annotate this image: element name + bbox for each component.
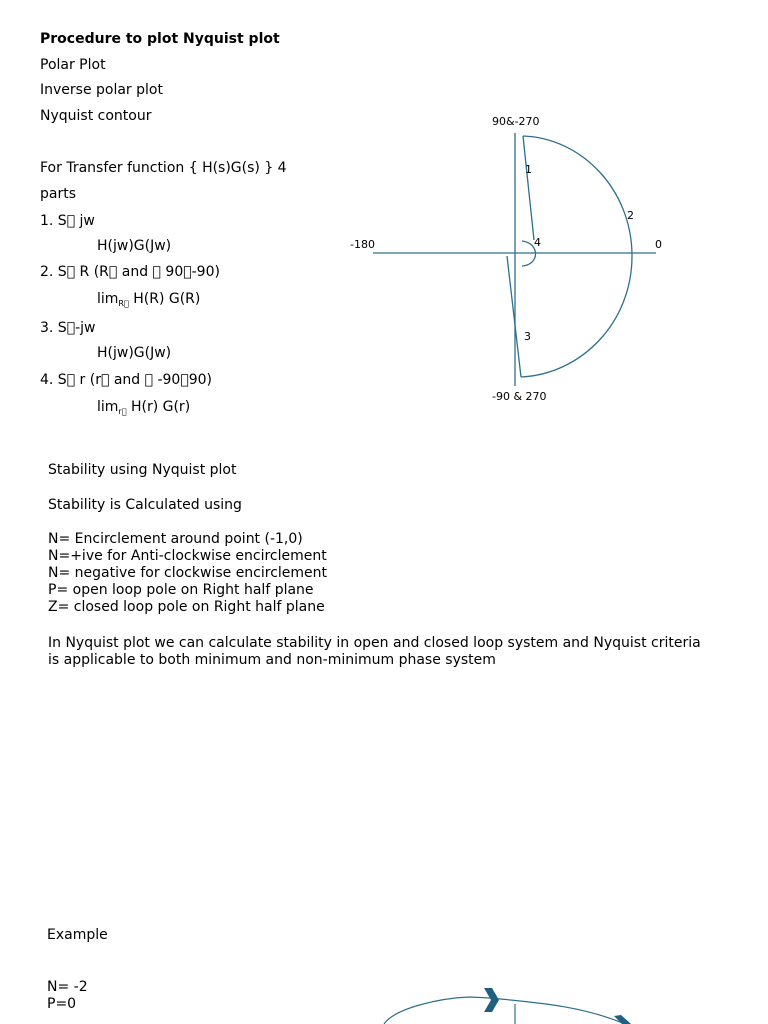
step-2: 2. S  R (R  and   90 -90) xyxy=(40,264,220,280)
example-title: Example xyxy=(47,927,108,943)
example-contour-curve xyxy=(384,997,625,1024)
contour-segment-3 xyxy=(507,256,521,377)
segment-label-1: 1 xyxy=(525,163,532,176)
diagram-label-top: 90&-270 xyxy=(492,115,540,128)
transfer-function-line: For Transfer function { H(s)G(s) } 4 xyxy=(40,160,287,176)
limit-expression: H(R) G(R) xyxy=(128,291,201,307)
definition-n-encirclement: N= Encirclement around point (-1,0) xyxy=(48,531,303,547)
step-1: 1. S  jw xyxy=(40,213,95,229)
stability-paragraph-line-1: In Nyquist plot we can calculate stability in open and closed loop system and Nyquist criteria xyxy=(48,635,701,651)
stability-title: Stability using Nyquist plot xyxy=(48,462,237,478)
segment-label-4: 4 xyxy=(534,236,541,249)
arrow-chevron-icon xyxy=(484,988,499,1012)
stability-subtitle: Stability is Calculated using xyxy=(48,497,242,513)
definition-n-positive: N=+ive for Anti-clockwise encirclement xyxy=(48,548,327,564)
step-3: 3. S -jw xyxy=(40,320,96,336)
step-4: 4. S  r (r  and   -90 90) xyxy=(40,372,213,388)
definition-n-negative: N= negative for clockwise encirclement xyxy=(48,565,328,581)
step-3-expression: H(jw)G(Jw) xyxy=(97,345,172,361)
transfer-function-cont: parts xyxy=(40,186,77,202)
procedure-item-polar-plot: Polar Plot xyxy=(40,57,106,73)
arrow-chevron-icon xyxy=(614,1015,631,1024)
definition-z: Z= closed loop pole on Right half plane xyxy=(48,599,325,615)
limit-subscript: R  xyxy=(118,299,129,308)
segment-label-3: 3 xyxy=(524,330,531,343)
example-p-value: P=0 xyxy=(47,996,77,1012)
procedure-heading: Procedure to plot Nyquist plot xyxy=(40,31,280,47)
step-4-limit xyxy=(97,399,190,420)
diagram-label-bottom: -90 & 270 xyxy=(492,390,547,403)
step-2-limit xyxy=(97,291,200,312)
step-1-expression: H(jw)G(Jw) xyxy=(97,238,172,254)
procedure-item-inverse-polar-plot: Inverse polar plot xyxy=(40,82,163,98)
stability-paragraph-line-2: is applicable to both minimum and non-minimum phase system xyxy=(48,652,496,668)
contour-semicircle xyxy=(521,136,632,377)
limit-expression: H(r) G(r) xyxy=(126,399,191,415)
limit-subscript: r  xyxy=(118,407,127,416)
example-n-value: N= -2 xyxy=(47,979,88,995)
diagram-label-right: 0 xyxy=(655,238,662,251)
procedure-item-nyquist-contour: Nyquist contour xyxy=(40,108,152,124)
definition-p: P= open loop pole on Right half plane xyxy=(48,582,314,598)
diagram-label-left: -180 xyxy=(350,238,375,251)
contour-segment-1 xyxy=(523,136,534,240)
limit-text: lim xyxy=(97,399,119,415)
segment-label-2: 2 xyxy=(627,209,634,222)
limit-text: lim xyxy=(97,291,119,307)
